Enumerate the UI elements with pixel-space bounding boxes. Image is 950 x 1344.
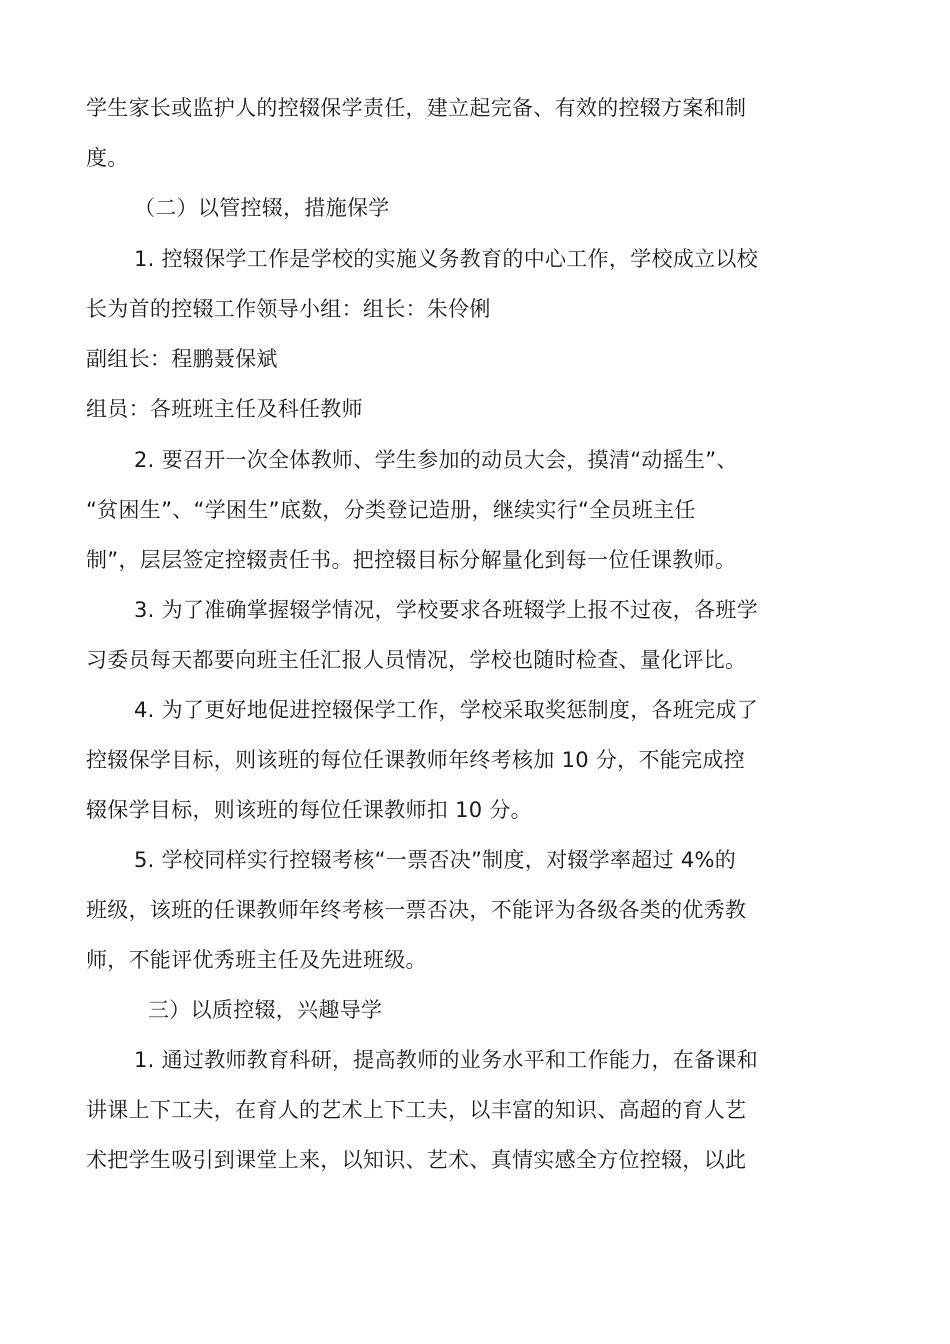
paragraph-line-1: 学生家长或监护人的控辍保学责任，建立起完备、有效的控辍方案和制 xyxy=(86,96,747,120)
paragraph-line-2: 度。 xyxy=(86,146,129,170)
item-2-line-3: 制”，层层签定控辍责任书。把控辍目标分解量化到每一位任课教师。 xyxy=(86,548,737,572)
item-5-line-3: 师，不能评优秀班主任及先进班级。 xyxy=(86,948,427,972)
item-4-line-1: 4. 为了更好地促进控辍保学工作，学校采取奖惩制度，各班完成了 xyxy=(134,698,759,722)
section-3-item-1-line-1: 1. 通过教师教育科研，提高教师的业务水平和工作能力，在备课和 xyxy=(134,1048,759,1072)
section-3-item-1-line-3: 术把学生吸引到课堂上来，以知识、艺术、真情实感全方位控辍，以此 xyxy=(86,1148,747,1172)
section-heading-2: （二）以管控辍，措施保学 xyxy=(134,196,390,220)
deputy-leader-line: 副组长：程鹏聂保斌 xyxy=(86,347,278,371)
item-1-line-1: 1. 控辍保学工作是学校的实施义务教育的中心工作，学校成立以校 xyxy=(134,247,759,271)
item-2-line-2: “贫困生”、“学困生”底数，分类登记造册，继续实行“全员班主任 xyxy=(86,498,696,522)
item-5-line-2: 班级，该班的任课教师年终考核一票否决，不能评为各级各类的优秀教 xyxy=(86,898,747,922)
item-5-line-1: 5. 学校同样实行控辍考核“一票否决”制度，对辍学率超过 4%的 xyxy=(134,848,737,872)
section-3-item-1-line-2: 讲课上下工夫，在育人的艺术上下工夫，以丰富的知识、高超的育人艺 xyxy=(86,1098,747,1122)
item-1-line-2: 长为首的控辍工作领导小组：组长：朱伶俐 xyxy=(86,297,491,321)
item-4-line-3: 辍保学目标，则该班的每位任课教师扣 10 分。 xyxy=(86,798,532,822)
item-2-line-1: 2. 要召开一次全体教师、学生参加的动员大会，摸清“动摇生”、 xyxy=(134,448,738,472)
section-heading-3: 三）以质控辍，兴趣导学 xyxy=(148,998,383,1022)
item-4-line-2: 控辍保学目标，则该班的每位任课教师年终考核加 10 分，不能完成控 xyxy=(86,748,745,772)
item-3-line-1: 3. 为了准确掌握辍学情况，学校要求各班辍学上报不过夜，各班学 xyxy=(134,598,759,622)
members-line: 组员：各班班主任及科任教师 xyxy=(86,397,363,421)
item-3-line-2: 习委员每天都要向班主任汇报人员情况，学校也随时检查、量化评比。 xyxy=(86,648,747,672)
